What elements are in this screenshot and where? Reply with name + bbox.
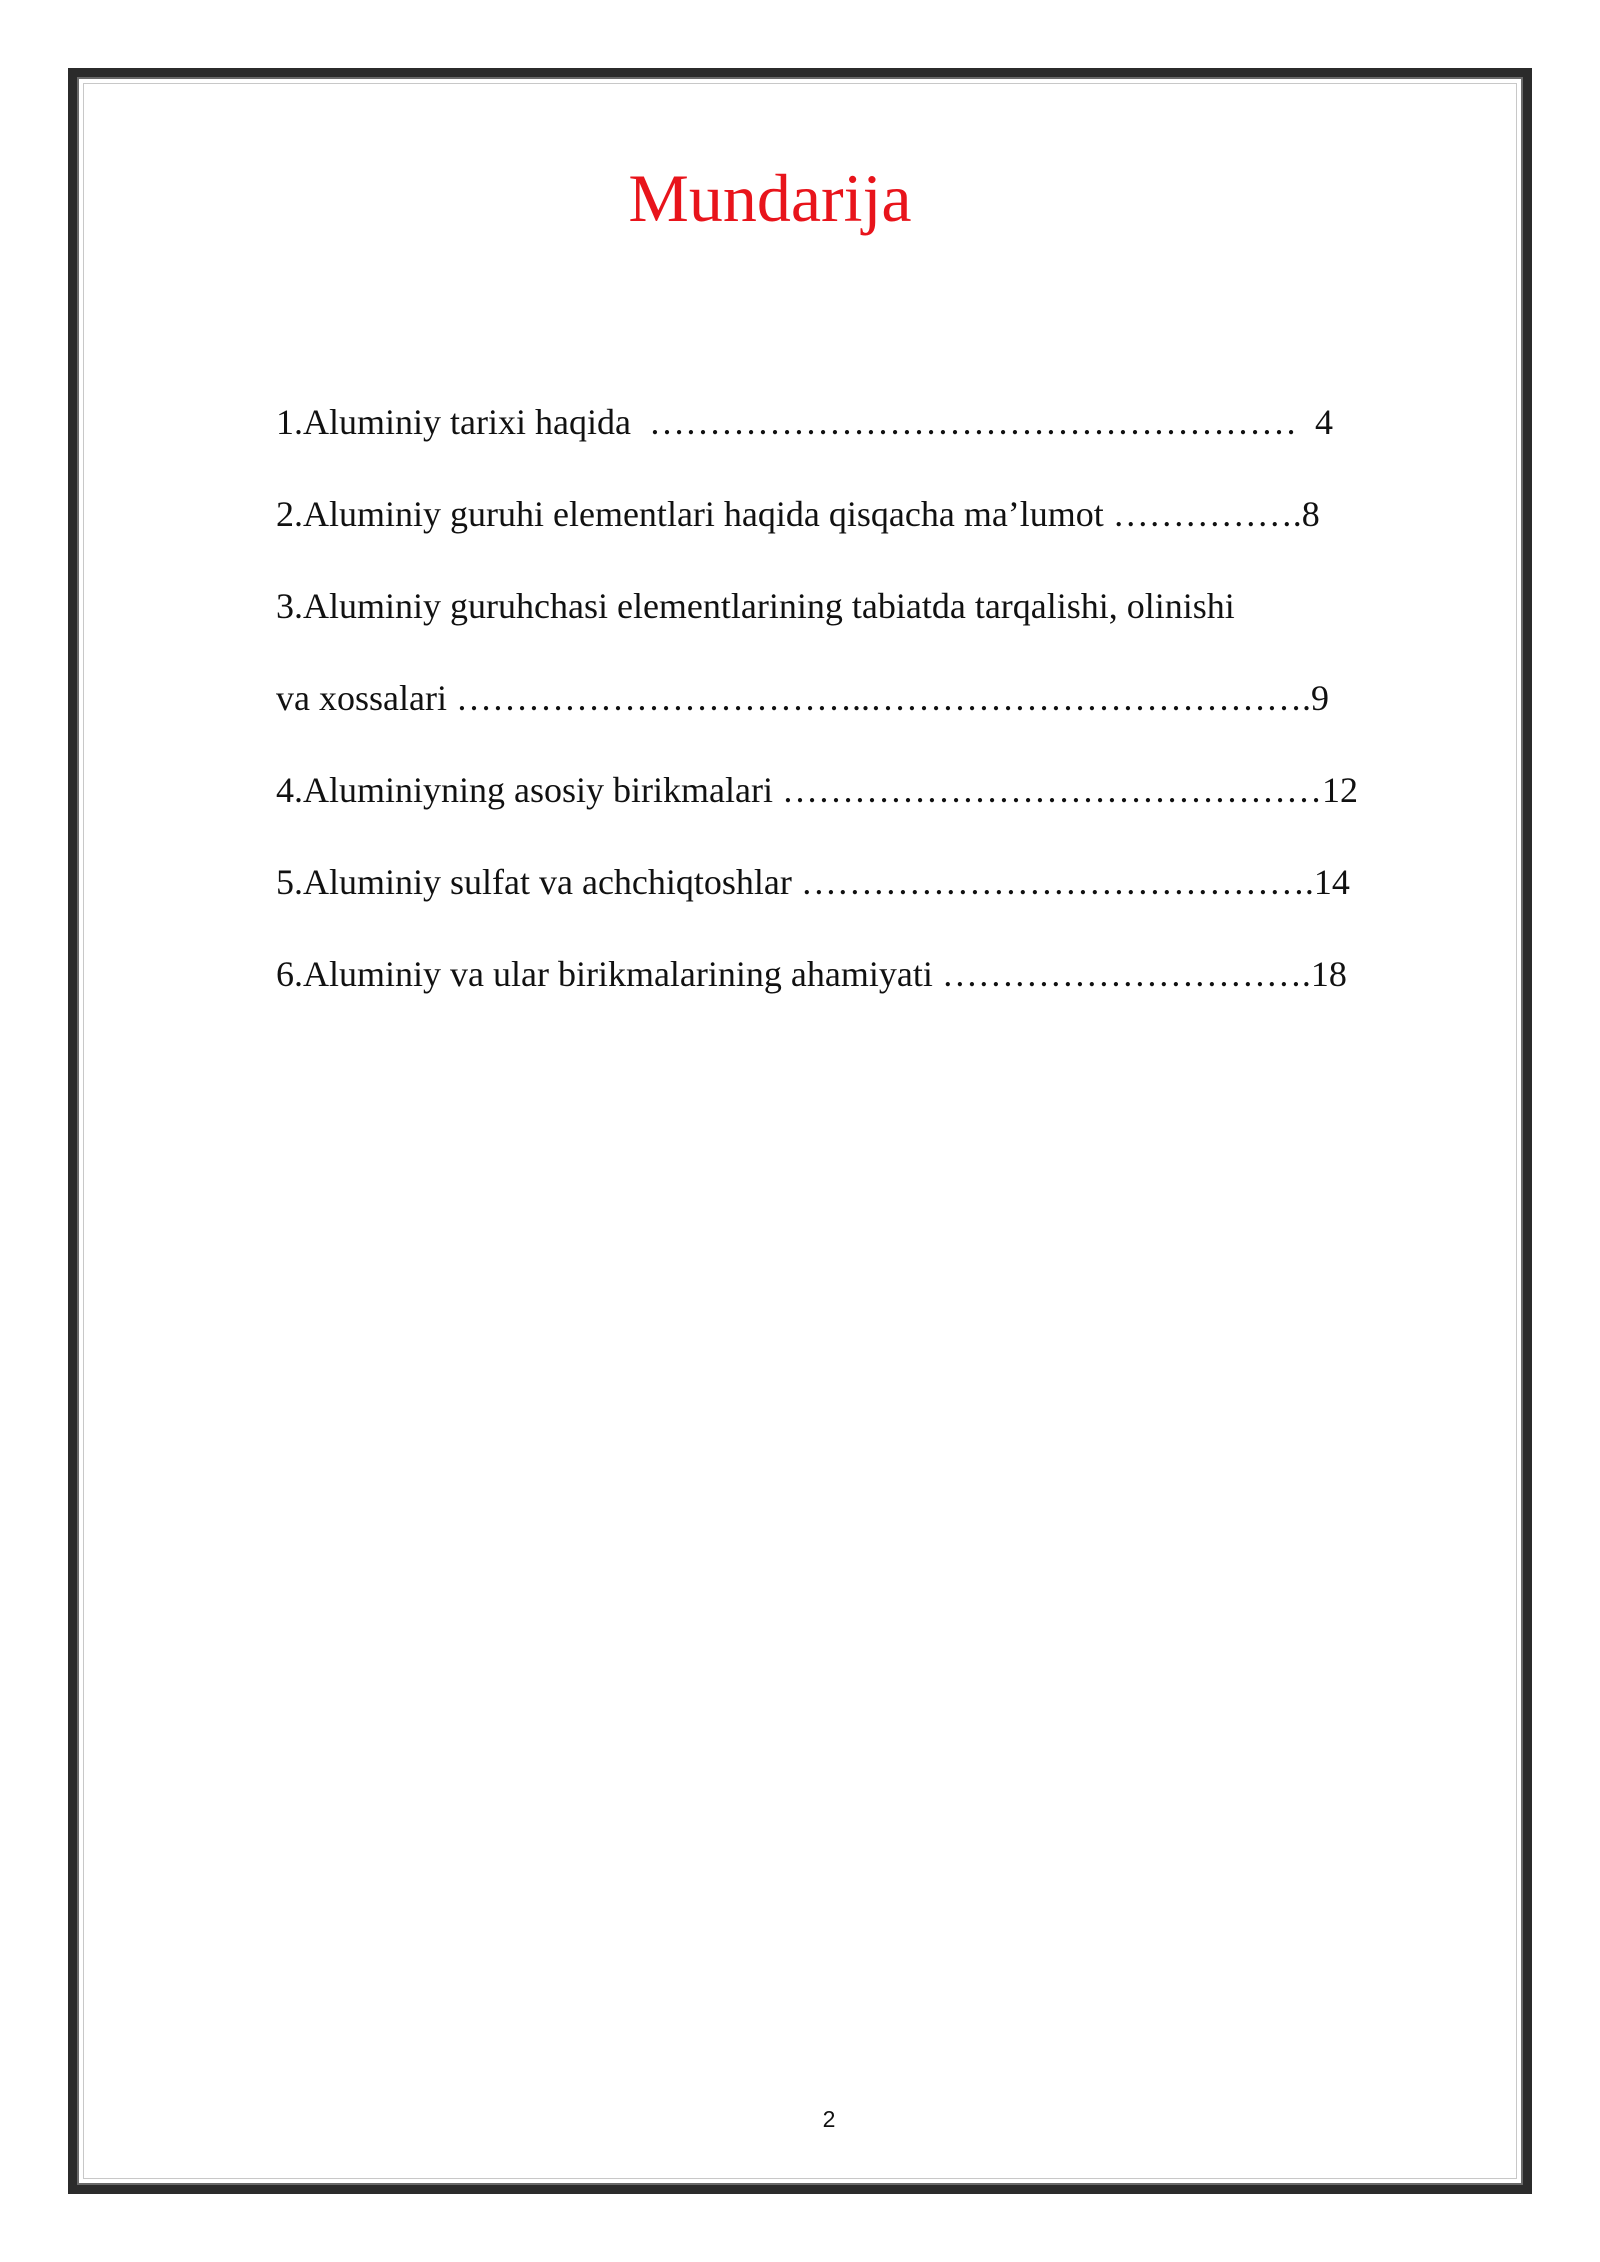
page-number: 2 (822, 2106, 836, 2132)
toc-entry-3: 3.Aluminiy guruhchasi elementlarining tabiatda tarqalishi, olinishi (276, 586, 1235, 626)
page-title: Mundarija (628, 160, 912, 236)
page-number-footer (58, 2104, 1600, 2134)
toc-entry-1: 1.Aluminiy tarixi haqida ……………………………………………… 4 (276, 402, 1333, 442)
toc-entry-3-continued: va xossalari ……………………………..……………………………….9 (276, 678, 1329, 718)
toc-entry-2: 2.Aluminiy guruhi elementlari haqida qisqacha ma’lumot …………….8 (276, 494, 1320, 534)
toc-entry-5: 5.Aluminiy sulfat va achchiqtoshlar …………………………………….14 (276, 862, 1350, 902)
toc-entry-6: 6.Aluminiy va ular birikmalarining ahamiyati ………………………….18 (276, 954, 1347, 994)
table-of-contents (0, 0, 1600, 1100)
toc-entry-4: 4.Aluminiyning asosiy birikmalari ………………………………………12 (276, 770, 1358, 810)
